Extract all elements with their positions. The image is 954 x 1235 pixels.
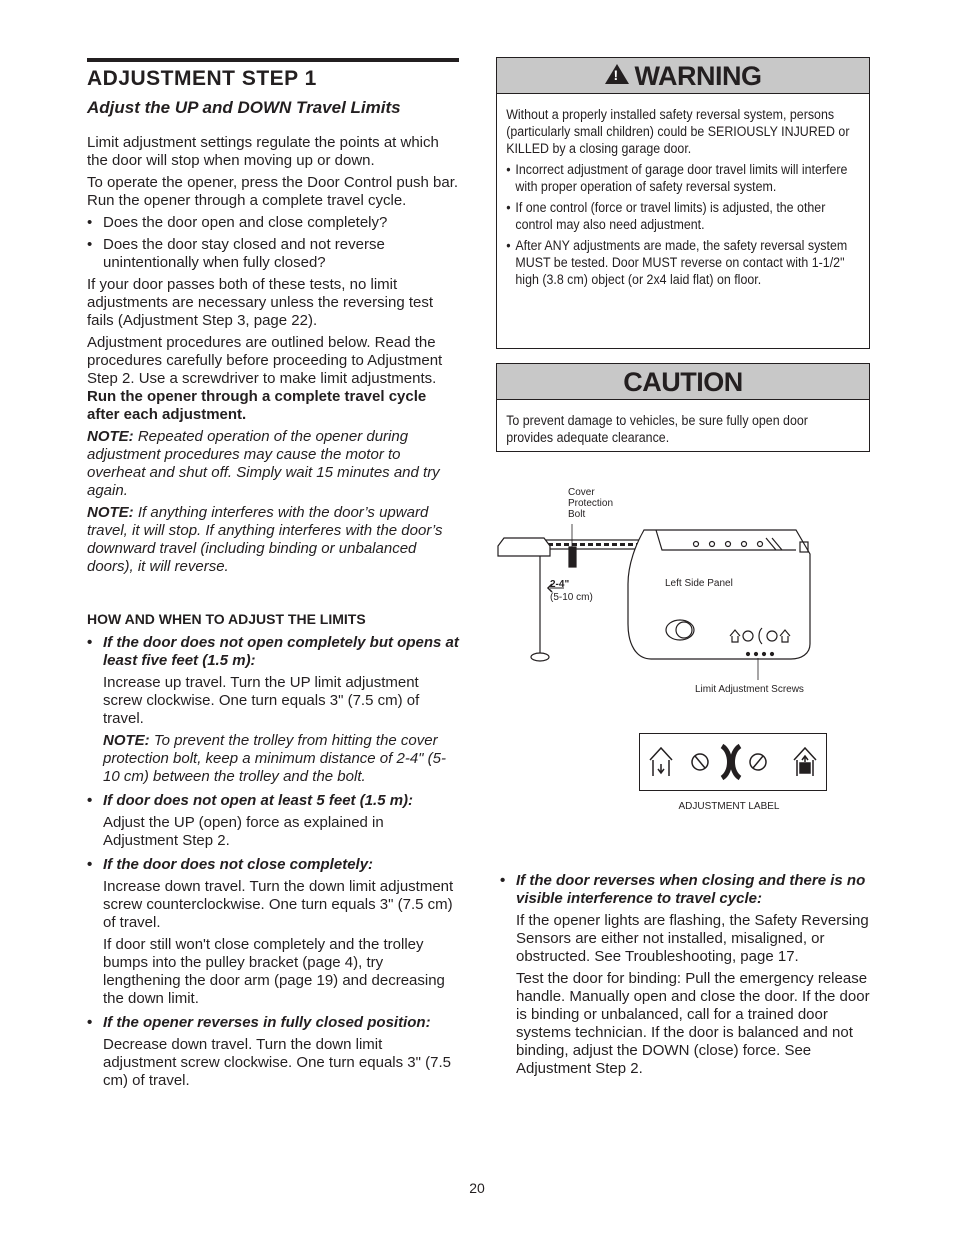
case-heading: • If the door reverses when closing and there is no visible interference to travel cycle: bbox=[500, 872, 870, 908]
note-text: Repeated operation of the opener during adjustment procedures may cause the motor to overheat and shut off. Simply wait 15 minutes and try again. bbox=[87, 428, 440, 499]
intro-paragraph: Limit adjustment settings regulate the points at which the door will stop when moving up or down. bbox=[87, 134, 439, 169]
list-item: • Does the door stay closed and not reverse unintentionally when fully closed? bbox=[87, 236, 459, 272]
case-note bbox=[103, 732, 459, 786]
adjustment-label-illustration bbox=[640, 734, 826, 790]
distance-metric-label: (5-10 cm) bbox=[550, 592, 593, 603]
list-item: • If one control (force or travel limits) is adjusted, the other control may also need adjustment. bbox=[506, 199, 857, 233]
note-interference bbox=[87, 504, 459, 576]
side-panel-label: Left Side Panel bbox=[665, 578, 733, 589]
page-number: 20 bbox=[469, 1180, 485, 1196]
note-label: NOTE: bbox=[87, 428, 134, 445]
caution-header bbox=[497, 364, 869, 400]
note-text: To prevent the trolley from hitting the cover protection bolt, keep a minimum distance of 2-4" (5-10 cm) between the trolley and the bolt. bbox=[103, 732, 446, 785]
case-text: If door still won't close completely and the trolley bumps into the pulley bracket (page 4), try lengthening the door arm (page 19) and decreasing the down limit. bbox=[103, 936, 445, 1007]
note-text: If anything interferes with the door’s upward travel, it will stop. If anything interferes with the door’s downward travel (including binding or unbalanced doors), it will reverse. bbox=[87, 504, 443, 575]
case-heading: • If the opener reverses in fully closed position: bbox=[87, 1014, 459, 1032]
case-text: Adjust the UP (open) force as explained in Adjustment Step 2. bbox=[103, 814, 384, 849]
adjustment-label-caption: ADJUSTMENT LABEL bbox=[678, 801, 780, 812]
note-label: NOTE: bbox=[103, 732, 150, 749]
case-text: Increase up travel. Turn the UP limit adjustment screw clockwise. One turn equals 3" (7.5 cm) of travel. bbox=[103, 674, 420, 727]
section-title: ADJUSTMENT STEP 1 bbox=[87, 67, 317, 90]
left-column bbox=[87, 58, 459, 1090]
warning-title: WARNING bbox=[634, 60, 762, 91]
caution-body bbox=[497, 400, 867, 458]
section-rule bbox=[87, 58, 459, 62]
note-overheat bbox=[87, 428, 459, 500]
warning-header bbox=[497, 58, 869, 94]
case-text: Increase down travel. Turn the down limit adjustment screw counterclockwise. One turn equals 3" (7.5 cm) of travel. bbox=[103, 878, 454, 931]
warning-triangle-icon bbox=[605, 64, 629, 84]
case-heading: • If the door does not open completely but opens at least five feet (1.5 m): bbox=[87, 634, 459, 670]
case-text: Decrease down travel. Turn the down limit adjustment screw clockwise. One turn equals 3" (7.5 cm) of travel. bbox=[103, 1036, 451, 1089]
procedures-text: Adjustment procedures are outlined below. Read the procedures carefully before proceeding to Adjustment Step 2. Use a screwdriver to make limit adjustments. bbox=[87, 334, 443, 387]
tests-paragraph: If your door passes both of these tests, no limit adjustments are necessary unless the reversing test fails (Adjustment Step 3, page 22). bbox=[87, 276, 434, 329]
case-text: If the opener lights are flashing, the Safety Reversing Sensors are either not installed, misaligned, or obstructed. See Troubleshooting, page 17. bbox=[516, 912, 869, 965]
caution-text: To prevent damage to vehicles, be sure fully open door provides adequate clearance. bbox=[506, 413, 808, 445]
adjustment-label-panel bbox=[639, 733, 827, 791]
list-item: • Incorrect adjustment of garage door travel limits will interfere with proper operation of safety reversal system. bbox=[506, 161, 857, 195]
case-heading: • If the door does not close completely: bbox=[87, 856, 459, 874]
procedures-paragraph bbox=[87, 334, 459, 424]
cover-bolt-label-line: Bolt bbox=[568, 509, 586, 520]
case-heading: • If door does not open at least 5 feet (1.5 m): bbox=[87, 792, 459, 810]
operate-paragraph: To operate the opener, press the Door Control push bar. Run the opener through a complete travel cycle. bbox=[87, 174, 459, 209]
list-item: • After ANY adjustments are made, the safety reversal system MUST be tested. Door MUST reverse on contact with 1-1/2" high (3.8 cm) object (or 2x4 laid flat) on floor. bbox=[506, 237, 857, 288]
warning-list bbox=[506, 161, 857, 288]
test-questions-list bbox=[87, 214, 459, 272]
caution-title: CAUTION bbox=[623, 366, 743, 397]
screws-label: Limit Adjustment Screws bbox=[695, 684, 804, 695]
caution-box bbox=[496, 363, 870, 452]
warning-box bbox=[496, 57, 870, 349]
cover-bolt-label-line: Cover bbox=[568, 487, 595, 498]
procedures-bold-text: Run the opener through a complete travel cycle after each adjustment. bbox=[87, 388, 427, 423]
list-item: • Does the door open and close completely? bbox=[87, 214, 459, 232]
note-label: NOTE: bbox=[87, 504, 134, 521]
case-text: Test the door for binding: Pull the emergency release handle. Manually open and close the door. If the door is binding or unbalanced, call for a trained door systems technician. If the door is balanced and not binding, adjust the DOWN (close) force. See Adjustment Step 2. bbox=[516, 970, 870, 1077]
section-subtitle: Adjust the UP and DOWN Travel Limits bbox=[87, 98, 401, 117]
opener-diagram bbox=[496, 484, 870, 704]
right-column-text bbox=[500, 866, 870, 1078]
warning-body bbox=[497, 94, 867, 300]
distance-label: 2-4" bbox=[550, 579, 570, 590]
how-heading: HOW AND WHEN TO ADJUST THE LIMITS bbox=[87, 611, 366, 627]
warning-intro: Without a properly installed safety reversal system, persons (particularly small children) could be SERIOUSLY INJURED or KILLED by a closing garage door. bbox=[506, 107, 850, 156]
cover-bolt-label-line: Protection bbox=[568, 498, 614, 509]
cover-bolt-label bbox=[568, 487, 613, 520]
